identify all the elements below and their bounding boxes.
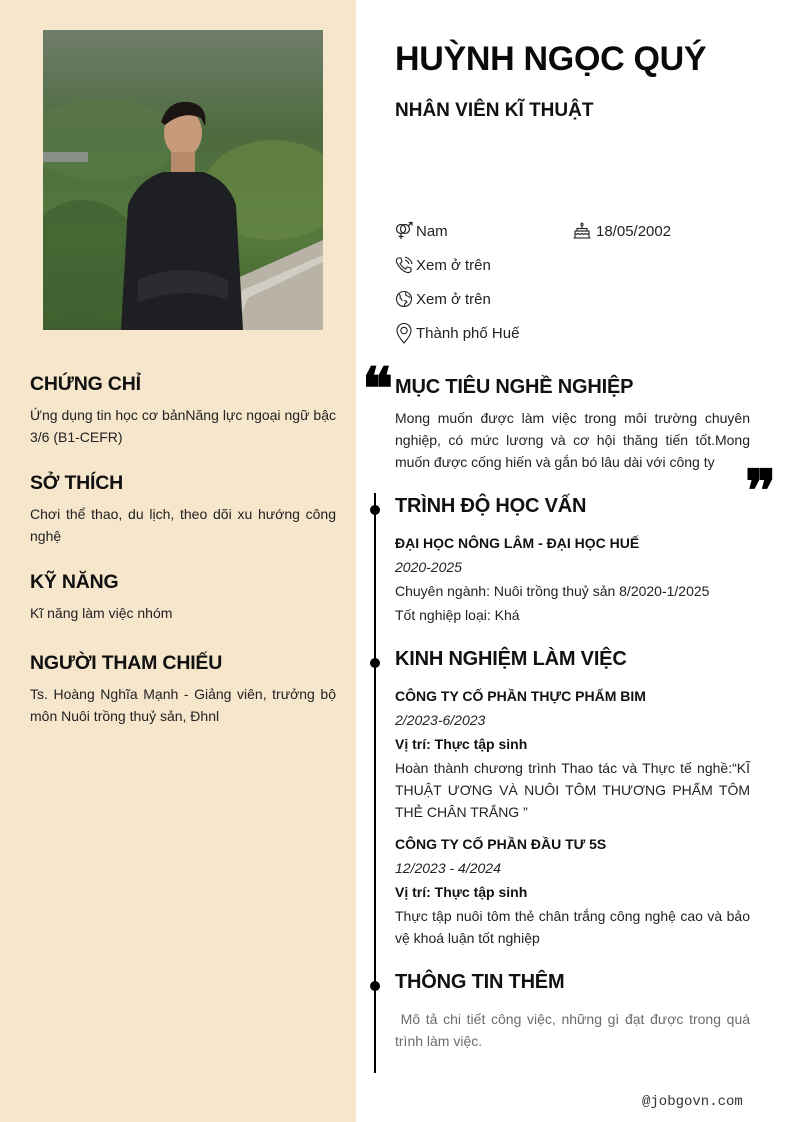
contact-birthday <box>572 220 671 242</box>
skills-text: Kĩ năng làm việc nhóm <box>30 605 173 621</box>
experience-title: KINH NGHIỆM LÀM VIỆC <box>395 648 627 670</box>
education-period: 2020-2025 <box>395 559 462 575</box>
candidate-name: HUỲNH NGỌC QUÝ <box>395 40 707 78</box>
contact-phone <box>394 254 491 276</box>
left-sidebar <box>0 0 356 1122</box>
references-title: NGƯỜI THAM CHIẾU <box>30 652 223 674</box>
gender-icon <box>394 221 414 241</box>
address-value: Thành phố Huế <box>416 324 520 342</box>
birthday-cake-icon <box>572 221 592 241</box>
additional-title: THÔNG TIN THÊM <box>395 971 565 993</box>
profile-photo-illustration <box>43 30 323 330</box>
experience-period: 2/2023-6/2023 <box>395 712 486 728</box>
additional-text: Mô tả chi tiết công việc, những gì đạt được trong quá trình làm việc. <box>395 1011 754 1049</box>
experience-position: Vị trí: Thực tập sinh <box>395 884 528 900</box>
website-value: Xem ở trên <box>416 290 491 308</box>
contact-address <box>394 322 519 344</box>
open-quote-icon: ❝ <box>362 355 394 423</box>
objective-text: Mong muốn được làm việc trong môi trường chuyên nghiệp, có mức lương và cơ hội thăng tiến tốt.Mong muốn được cống hiến và gắn bó lâu dài với công ty <box>395 410 750 470</box>
profile-photo <box>43 30 323 330</box>
experience-position: Vị trí: Thực tập sinh <box>395 736 528 752</box>
globe-icon <box>394 289 414 309</box>
education-title: TRÌNH ĐỘ HỌC VẤN <box>395 495 587 517</box>
hobbies-section <box>30 471 336 547</box>
certificates-section <box>30 372 336 448</box>
contact-website <box>394 288 491 310</box>
timeline-dot-education <box>370 505 380 515</box>
references-section <box>30 651 336 727</box>
education-grade: Tốt nghiệp loại: Khá <box>395 607 520 623</box>
job-title: NHÂN VIÊN KĨ THUẬT <box>395 100 594 121</box>
hobbies-text: Chơi thể thao, du lịch, theo dõi xu hướng công nghệ <box>30 506 336 544</box>
certificates-title: CHỨNG CHỈ <box>30 373 141 395</box>
experience-description: Thực tập nuôi tôm thẻ chân trắng công nghệ cao và bảo vệ khoá luận tốt nghiệp <box>395 908 750 946</box>
location-pin-icon <box>394 323 414 343</box>
objective-title: MỤC TIÊU NGHỀ NGHIỆP <box>395 376 634 398</box>
close-quote-icon: ❞ <box>745 457 777 525</box>
experience-period: 12/2023 - 4/2024 <box>395 860 501 876</box>
timeline-dot-additional <box>370 981 380 991</box>
watermark: @jobgovn.com <box>642 1094 743 1110</box>
skills-title: KỸ NĂNG <box>30 571 119 593</box>
experience-company: CÔNG TY CỐ PHẦN THỰC PHẨM BIM <box>395 688 646 704</box>
gender-value: Nam <box>416 222 448 240</box>
skills-section <box>30 570 336 624</box>
phone-value: Xem ở trên <box>416 256 491 274</box>
timeline-dot-experience <box>370 658 380 668</box>
hobbies-title: SỞ THÍCH <box>30 472 124 494</box>
references-text: Ts. Hoàng Nghĩa Mạnh - Giảng viên, trưởng bộ môn Nuôi trồng thuỷ sản, Đhnl <box>30 686 336 724</box>
contact-gender <box>394 220 448 242</box>
birthday-value: 18/05/2002 <box>596 222 672 240</box>
education-school: ĐẠI HỌC NÔNG LÂM - ĐẠI HỌC HUẾ <box>395 535 640 551</box>
experience-company: CÔNG TY CỐ PHẦN ĐẦU TƯ 5S <box>395 836 607 852</box>
education-major: Chuyên ngành: Nuôi trồng thuỷ sản 8/2020-1/2025 <box>395 583 710 599</box>
phone-icon <box>394 255 414 275</box>
experience-description: Hoàn thành chương trình Thao tác và Thực tế nghề:“KĨ THUẬT ƯƠNG VÀ NUÔI TÔM THƯƠNG PHẨM TÔM THẺ CHÂN TRẮNG ” <box>395 760 750 820</box>
certificates-text: Ứng dụng tin học cơ bảnNăng lực ngoại ngữ bậc 3/6 (B1-CEFR) <box>30 407 336 445</box>
